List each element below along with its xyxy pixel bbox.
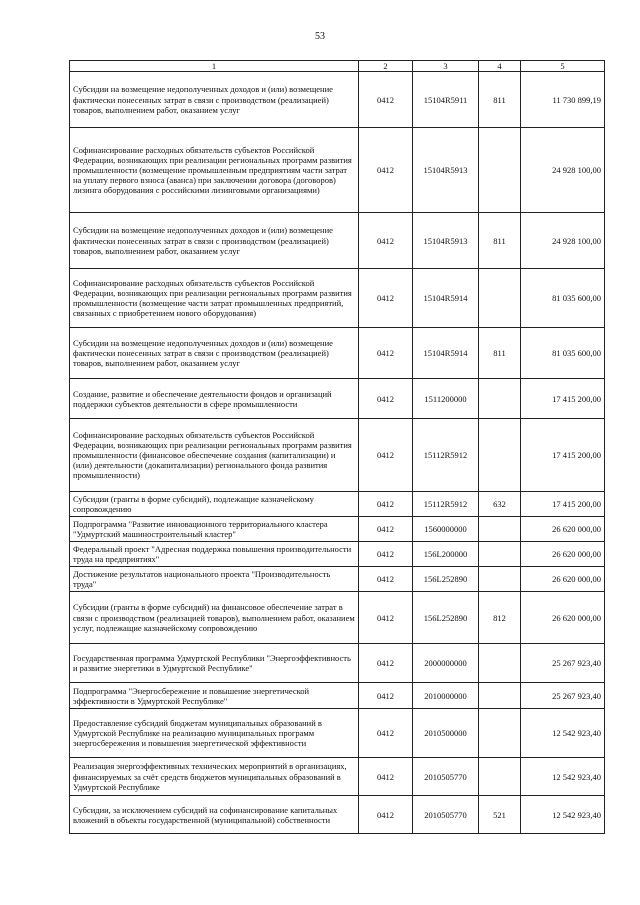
expense-kind: [479, 542, 521, 567]
target-code: 156L252890: [413, 567, 479, 592]
expense-name: Субсидии, за исключением субсидий на софинансирование капитальных вложений в объекты государственной (муниципальной) собственности: [70, 796, 359, 834]
expense-kind: [479, 379, 521, 419]
expense-kind: [479, 709, 521, 758]
expense-kind: [479, 269, 521, 328]
amount: 25 267 923,40: [521, 683, 605, 709]
target-code: 2010505770: [413, 796, 479, 834]
section-code: 0412: [359, 592, 413, 644]
expense-kind: [479, 419, 521, 492]
section-code: 0412: [359, 379, 413, 419]
table-row: [70, 796, 605, 834]
amount: 17 415 200,00: [521, 379, 605, 419]
amount: 24 928 100,00: [521, 213, 605, 269]
section-code: 0412: [359, 128, 413, 213]
amount: 26 620 000,00: [521, 592, 605, 644]
table-row: [70, 328, 605, 379]
expense-name: Создание, развитие и обеспечение деятельности фондов и организаций поддержки субъектов деятельности в сфере промышленности: [70, 379, 359, 419]
target-code: 2010000000: [413, 683, 479, 709]
amount: 12 542 923,40: [521, 709, 605, 758]
target-code: 2010500000: [413, 709, 479, 758]
expense-name: Софинансирование расходных обязательств субъектов Российской Федерации, возникающих при реализации региональных программ развития промышленности (возмещение части затрат промышленных предприятий, связанных с приобретением нового оборудования): [70, 269, 359, 328]
section-code: 0412: [359, 492, 413, 517]
amount: 17 415 200,00: [521, 419, 605, 492]
table-row: [70, 517, 605, 542]
table-row: [70, 567, 605, 592]
table-row: [70, 709, 605, 758]
expense-name: Субсидии на возмещение недополученных доходов и (или) возмещение фактически понесенных затрат в связи с производством (реализацией) товаров, выполнением работ, оказанием услуг: [70, 328, 359, 379]
amount: 17 415 200,00: [521, 492, 605, 517]
target-code: 15104R5913: [413, 128, 479, 213]
expense-name: Государственная программа Удмуртской Республики "Энергоэффективность и развитие энергетики в Удмуртской Республике": [70, 644, 359, 683]
target-code: 15104R5914: [413, 269, 479, 328]
expense-kind: [479, 567, 521, 592]
section-code: 0412: [359, 72, 413, 128]
section-code: 0412: [359, 683, 413, 709]
table-row: [70, 542, 605, 567]
expense-name: Субсидии (гранты в форме субсидий) на финансовое обеспечение затрат в связи с производством (реализацией товаров), выполнением работ, оказанием услуг, подлежащие казначейскому сопровождению: [70, 592, 359, 644]
amount: 26 620 000,00: [521, 567, 605, 592]
amount: 26 620 000,00: [521, 542, 605, 567]
section-code: 0412: [359, 542, 413, 567]
expense-kind: [479, 683, 521, 709]
amount: 12 542 923,40: [521, 796, 605, 834]
column-header: 3: [413, 61, 479, 72]
target-code: 15112R5912: [413, 419, 479, 492]
section-code: 0412: [359, 517, 413, 542]
expense-kind: 632: [479, 492, 521, 517]
expense-name: Софинансирование расходных обязательств субъектов Российской Федерации, возникающих при реализации региональных программ развития промышленности (финансовое обеспечение создания (капитализации) и (или) деятельности (докапитализации) регионального фонда развития промышленности): [70, 419, 359, 492]
target-code: 1560000000: [413, 517, 479, 542]
table-row: [70, 213, 605, 269]
expense-kind: 811: [479, 213, 521, 269]
expense-name: Предоставление субсидий бюджетам муниципальных образований в Удмуртской Республике на реализацию муниципальных программ энергосбережения и повышения энергетической эффективности: [70, 709, 359, 758]
section-code: 0412: [359, 644, 413, 683]
section-code: 0412: [359, 709, 413, 758]
expense-name: Субсидии (гранты в форме субсидий), подлежащие казначейскому сопровождению: [70, 492, 359, 517]
expense-name: Реализация энергоэффективных технических мероприятий в организациях, финансируемых за счёт средств бюджетов муниципальных образований в Удмуртской Республике: [70, 758, 359, 796]
expense-name: Субсидии на возмещение недополученных доходов и (или) возмещение фактически понесенных затрат в связи с производством (реализацией) товаров, выполнением работ, оказанием услуг: [70, 72, 359, 128]
expense-kind: 811: [479, 328, 521, 379]
table-row: [70, 492, 605, 517]
column-header: 5: [521, 61, 605, 72]
expense-name: Федеральный проект "Адресная поддержка повышения производительности труда на предприятиях": [70, 542, 359, 567]
budget-table: [69, 60, 605, 834]
expense-kind: 521: [479, 796, 521, 834]
expense-kind: [479, 128, 521, 213]
target-code: 1511200000: [413, 379, 479, 419]
target-code: 15112R5912: [413, 492, 479, 517]
table-row: [70, 379, 605, 419]
section-code: 0412: [359, 567, 413, 592]
expense-kind: [479, 644, 521, 683]
table-row: [70, 269, 605, 328]
amount: 81 035 600,00: [521, 269, 605, 328]
table-row: [70, 419, 605, 492]
page-number: 53: [315, 31, 325, 42]
target-code: 2010505770: [413, 758, 479, 796]
expense-kind: [479, 517, 521, 542]
amount: 11 730 899,19: [521, 72, 605, 128]
amount: 26 620 000,00: [521, 517, 605, 542]
expense-kind: [479, 758, 521, 796]
table-row: [70, 683, 605, 709]
target-code: 15104R5914: [413, 328, 479, 379]
section-code: 0412: [359, 796, 413, 834]
section-code: 0412: [359, 419, 413, 492]
expense-kind: 812: [479, 592, 521, 644]
expense-name: Субсидии на возмещение недополученных доходов и (или) возмещение фактически понесенных затрат в связи с производством (реализацией) товаров, выполнением работ, оказанием услуг: [70, 213, 359, 269]
section-code: 0412: [359, 269, 413, 328]
expense-name: Подпрограмма "Энергосбережение и повышение энергетической эффективности в Удмуртской Республике": [70, 683, 359, 709]
table-row: [70, 758, 605, 796]
column-header: 1: [70, 61, 359, 72]
expense-name: Подпрограмма "Развитие инновационного территориального кластера "Удмуртский машиностроительный кластер": [70, 517, 359, 542]
column-header: 4: [479, 61, 521, 72]
expense-name: Достижение результатов национального проекта "Производительность труда": [70, 567, 359, 592]
section-code: 0412: [359, 758, 413, 796]
target-code: 156L252890: [413, 592, 479, 644]
target-code: 15104R5911: [413, 72, 479, 128]
amount: 24 928 100,00: [521, 128, 605, 213]
amount: 12 542 923,40: [521, 758, 605, 796]
expense-kind: 811: [479, 72, 521, 128]
table-header-row: [70, 61, 605, 72]
section-code: 0412: [359, 328, 413, 379]
column-header: 2: [359, 61, 413, 72]
table-row: [70, 644, 605, 683]
expense-name: Софинансирование расходных обязательств субъектов Российской Федерации, возникающих при реализации региональных программ развития промышленности (возмещение промышленным предприятиям части затрат на уплату первого взноса (аванса) при заключении договора (договоров) лизинга оборудования с российскими лизинговыми организациями): [70, 128, 359, 213]
table-row: [70, 72, 605, 128]
amount: 81 035 600,00: [521, 328, 605, 379]
table-row: [70, 128, 605, 213]
target-code: 156L200000: [413, 542, 479, 567]
section-code: 0412: [359, 213, 413, 269]
target-code: 15104R5913: [413, 213, 479, 269]
amount: 25 267 923,40: [521, 644, 605, 683]
target-code: 2000000000: [413, 644, 479, 683]
table-row: [70, 592, 605, 644]
